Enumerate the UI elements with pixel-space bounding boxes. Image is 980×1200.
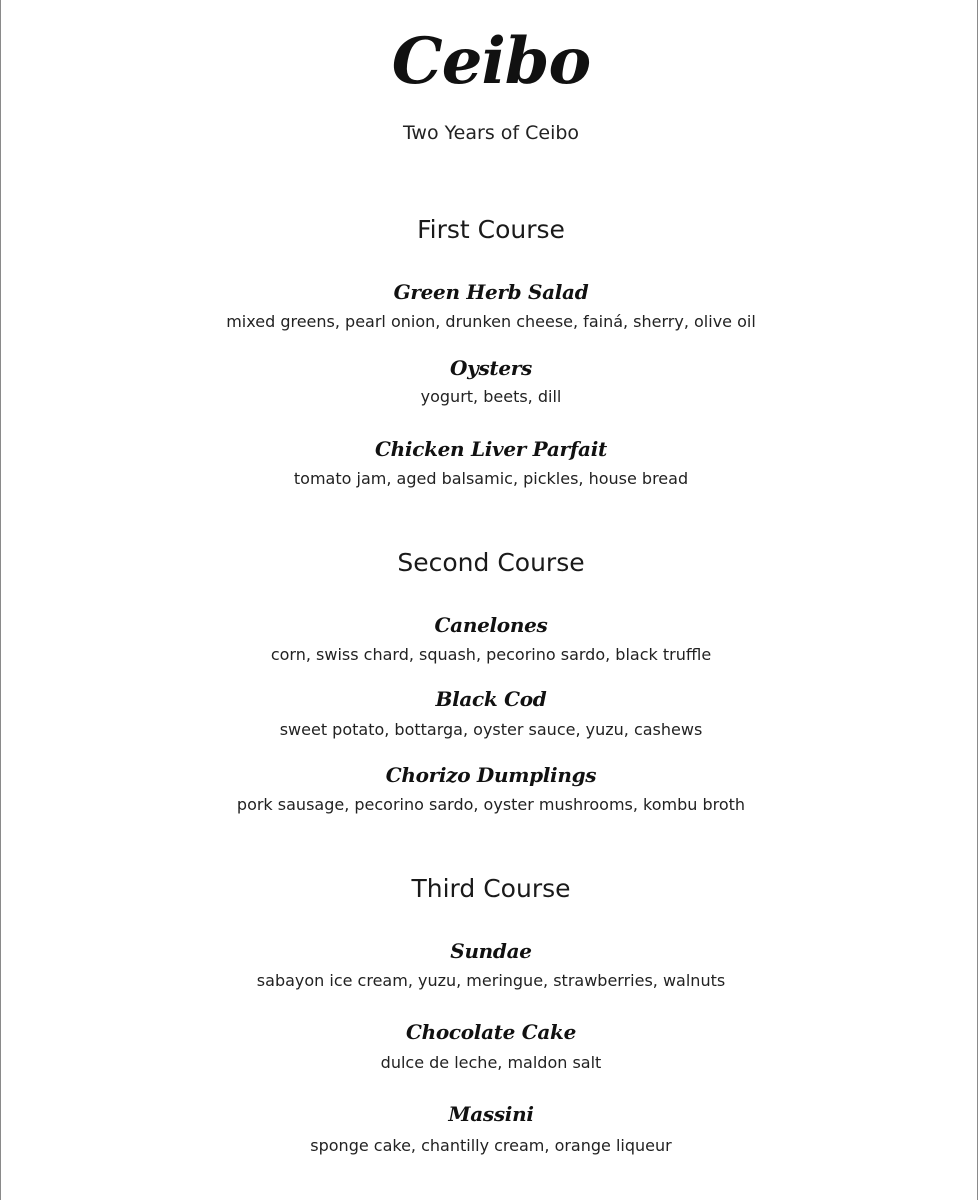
dish-description: mixed greens, pearl onion, drunken cheese, fainá, sherry, olive oil — [226, 312, 756, 331]
dish-description: dulce de leche, maldon salt — [380, 1053, 602, 1072]
dish-description: tomato jam, aged balsamic, pickles, house bread — [293, 469, 689, 488]
dish-name: Chocolate Cake — [405, 1020, 577, 1044]
dish-name: Chicken Liver Parfait — [375, 437, 607, 461]
menu-subtitle: Two Years of Ceibo — [402, 122, 580, 144]
course-title-third: Third Course — [411, 874, 571, 903]
dish-name: Sundae — [450, 939, 532, 963]
dish-description: pork sausage, pecorino sardo, oyster mushrooms, kombu broth — [236, 795, 746, 814]
dish-name: Green Herb Salad — [393, 280, 589, 304]
dish-name: Massini — [448, 1102, 534, 1126]
course-title-second: Second Course — [397, 548, 585, 577]
dish-description: sweet potato, bottarga, oyster sauce, yuzu, cashews — [279, 720, 703, 739]
dish-description: sponge cake, chantilly cream, orange liqueur — [310, 1136, 672, 1155]
dish-description: sabayon ice cream, yuzu, meringue, strawberries, walnuts — [256, 971, 726, 990]
dish-name: Chorizo Dumplings — [385, 763, 597, 787]
restaurant-logo: Ceibo — [391, 24, 591, 99]
dish-name: Oysters — [450, 356, 532, 380]
dish-description: yogurt, beets, dill — [420, 387, 562, 406]
dish-name: Canelones — [434, 613, 548, 637]
course-title-first: First Course — [417, 215, 565, 244]
dish-description: corn, swiss chard, squash, pecorino sardo, black truffle — [270, 645, 712, 664]
dish-name: Black Cod — [435, 687, 547, 711]
